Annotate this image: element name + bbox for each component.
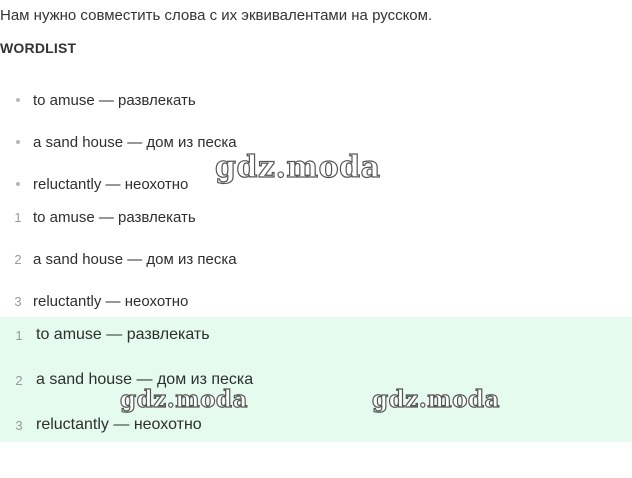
bullet-item-text: reluctantly — неохотно — [33, 175, 189, 193]
item-number: 1 — [15, 327, 23, 343]
numbered-item-text: reluctantly — неохотно — [33, 292, 189, 310]
watermark: gdz.moda — [215, 150, 381, 185]
intro-text: Нам нужно совместить слова с их эквивалентами на русском. — [0, 7, 433, 24]
item-number: 2 — [15, 372, 23, 388]
answer-item-text: a sand house — дом из песка — [36, 371, 254, 388]
numbered-item-text: a sand house — дом из песка — [33, 250, 237, 268]
watermark: gdz.moda — [120, 386, 248, 413]
watermark: gdz.moda — [372, 386, 500, 413]
bullet-icon — [16, 140, 20, 144]
item-number: 1 — [14, 209, 22, 225]
answer-item-text: to amuse — развлекать — [36, 326, 210, 343]
bullet-icon — [16, 98, 20, 102]
answer-item-text: reluctantly — неохотно — [36, 416, 202, 433]
item-number: 3 — [15, 417, 23, 433]
bullet-item-text: a sand house — дом из песка — [33, 133, 237, 151]
item-number: 2 — [14, 251, 22, 267]
bullet-item-text: to amuse — развлекать — [33, 91, 196, 109]
item-number: 3 — [14, 293, 22, 309]
numbered-item-text: to amuse — развлекать — [33, 208, 196, 226]
wordlist-heading: WORDLIST — [0, 40, 77, 56]
bullet-icon — [16, 182, 20, 186]
